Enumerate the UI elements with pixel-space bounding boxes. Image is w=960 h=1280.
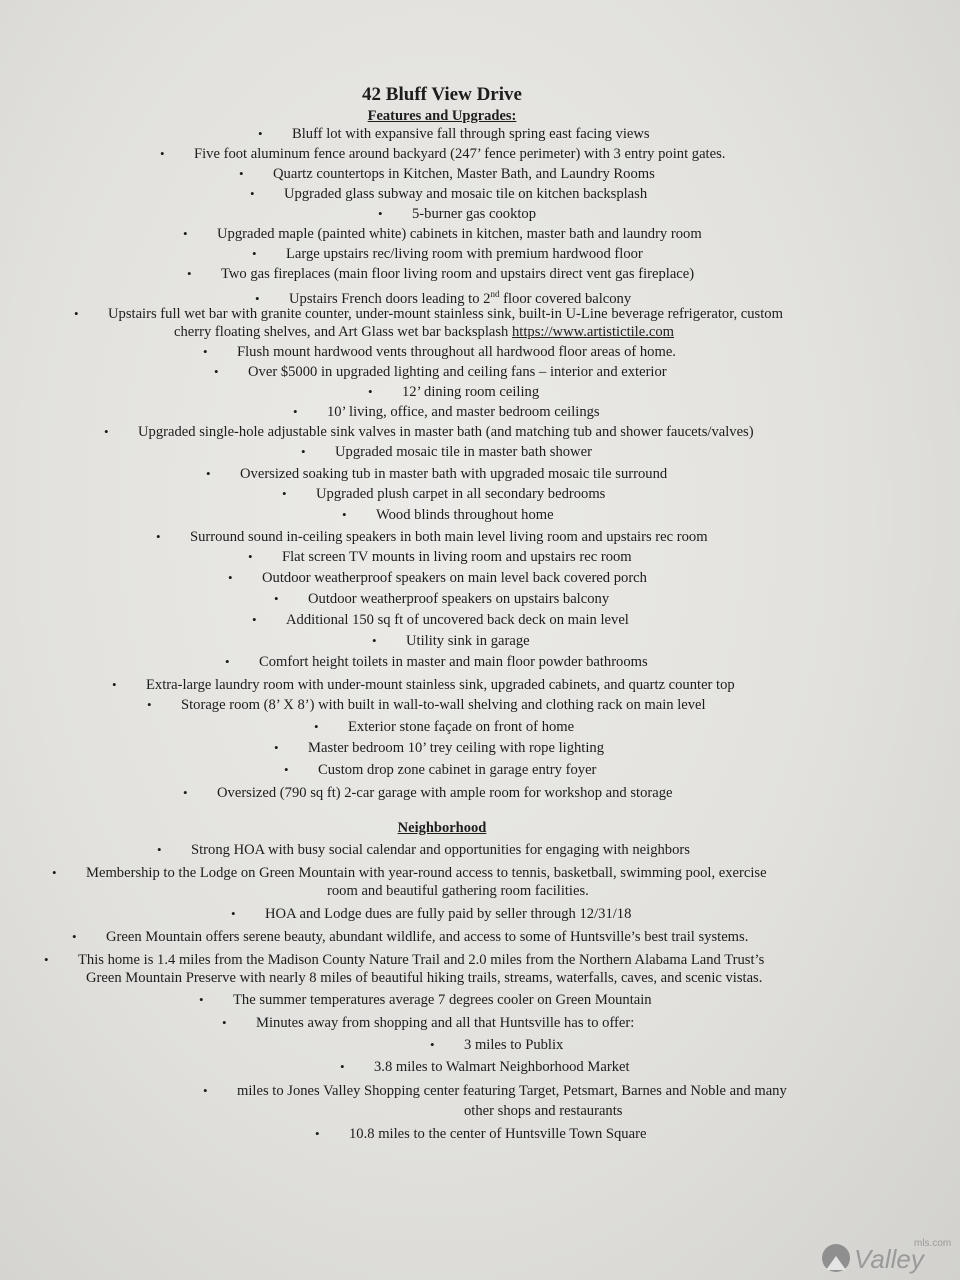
feature-item: • Oversized soaking tub in master bath with upgraded mosaic tile surround (206, 466, 668, 482)
neighborhood-item: • Green Mountain offers serene beauty, abundant wildlife, and access to some of Huntsville’s best trail systems. (72, 929, 749, 945)
feature-item: • Exterior stone façade on front of home (314, 719, 575, 735)
feature-item: • Additional 150 sq ft of uncovered back deck on main level (252, 612, 629, 628)
feature-item: • Bluff lot with expansive fall through spring east facing views (258, 126, 650, 142)
feature-item: • 12’ dining room ceiling (368, 384, 540, 400)
feature-item: • Upgraded maple (painted white) cabinets in kitchen, master bath and laundry room (183, 226, 702, 242)
neighborhood-subitem: • 10.8 miles to the center of Huntsville Town Square (315, 1126, 647, 1142)
feature-item: • Upgraded plush carpet in all secondary bedrooms (282, 486, 606, 502)
feature-item: • Extra-large laundry room with under-mount stainless sink, upgraded cabinets, and quartz counter top (112, 677, 735, 693)
neighborhood-item: • This home is 1.4 miles from the Madison County Nature Trail and 2.0 miles from the Northern Alabama Land Trust’s (44, 952, 765, 968)
mountain-logo-icon (822, 1244, 850, 1272)
feature-item: • Comfort height toilets in master and main floor powder bathrooms (225, 654, 648, 670)
neighborhood-item: • Strong HOA with busy social calendar and opportunities for engaging with neighbors (157, 842, 690, 858)
neighborhood-subitem: • 3 miles to Publix (430, 1037, 564, 1053)
feature-item: • Upstairs French doors leading to 2nd floor covered balcony (255, 289, 632, 307)
feature-item: • Five foot aluminum fence around backyard (247’ fence perimeter) with 3 entry point gates. (160, 146, 726, 162)
feature-item: • Oversized (790 sq ft) 2-car garage with ample room for workshop and storage (183, 785, 673, 801)
feature-item: • Flush mount hardwood vents throughout all hardwood floor areas of home. (203, 344, 676, 360)
features-heading: Features and Upgrades: (367, 108, 517, 124)
neighborhood-item: • HOA and Lodge dues are fully paid by seller through 12/31/18 (231, 906, 632, 922)
feature-item: • Utility sink in garage (372, 633, 530, 649)
neighborhood-subitem-continued: other shops and restaurants (464, 1103, 623, 1119)
feature-item: • Upstairs full wet bar with granite counter, under-mount stainless sink, built-in U-Line beverage refrigerator, custom (74, 306, 783, 322)
feature-item: • Outdoor weatherproof speakers on upstairs balcony (274, 591, 610, 607)
neighborhood-heading: Neighborhood (397, 820, 487, 836)
neighborhood-subitem: • miles to Jones Valley Shopping center featuring Target, Petsmart, Barnes and Noble and many (203, 1083, 787, 1099)
neighborhood-subitem: • 3.8 miles to Walmart Neighborhood Market (340, 1059, 630, 1075)
feature-item: • Storage room (8’ X 8’) with built in wall-to-wall shelving and clothing rack on main level (147, 697, 706, 713)
neighborhood-item-continued: Green Mountain Preserve with nearly 8 miles of beautiful hiking trails, streams, waterfalls, caves, and scenic vistas. (86, 970, 763, 986)
feature-item: • 5-burner gas cooktop (378, 206, 537, 222)
document-title: 42 Bluff View Drive (362, 84, 522, 105)
feature-item: • Upgraded glass subway and mosaic tile on kitchen backsplash (250, 186, 648, 202)
feature-item: • Large upstairs rec/living room with premium hardwood floor (252, 246, 643, 262)
feature-item: • Surround sound in-ceiling speakers in both main level living room and upstairs rec room (156, 529, 708, 545)
feature-item-continued: cherry floating shelves, and Art Glass wet bar backsplash https://www.artistictile.com (174, 324, 674, 340)
artistictile-link[interactable]: https://www.artistictile.com (512, 324, 674, 340)
feature-item: • Outdoor weatherproof speakers on main level back covered porch (228, 570, 647, 586)
feature-item: • Quartz countertops in Kitchen, Master Bath, and Laundry Rooms (239, 166, 655, 182)
feature-item: • Flat screen TV mounts in living room and upstairs rec room (248, 549, 632, 565)
neighborhood-item: • The summer temperatures average 7 degrees cooler on Green Mountain (199, 992, 652, 1008)
feature-item: • Custom drop zone cabinet in garage entry foyer (284, 762, 597, 778)
neighborhood-item: • Membership to the Lodge on Green Mountain with year-round access to tennis, basketball, swimming pool, exercise (52, 865, 767, 881)
neighborhood-item: • Minutes away from shopping and all that Huntsville has to offer: (222, 1015, 635, 1031)
neighborhood-item-continued: room and beautiful gathering room facilities. (327, 883, 589, 899)
feature-item: • Upgraded single-hole adjustable sink valves in master bath (and matching tub and shower faucets/valves) (104, 424, 754, 440)
feature-item: • Two gas fireplaces (main floor living room and upstairs direct vent gas fireplace) (187, 266, 695, 282)
feature-item: • Upgraded mosaic tile in master bath shower (301, 444, 592, 460)
valleymls-watermark: Valley mls.com (822, 1240, 942, 1274)
feature-item: • Wood blinds throughout home (342, 507, 554, 523)
feature-item: • 10’ living, office, and master bedroom ceilings (293, 404, 600, 420)
feature-item: • Over $5000 in upgraded lighting and ceiling fans – interior and exterior (214, 364, 667, 380)
feature-item: • Master bedroom 10’ trey ceiling with rope lighting (274, 740, 604, 756)
